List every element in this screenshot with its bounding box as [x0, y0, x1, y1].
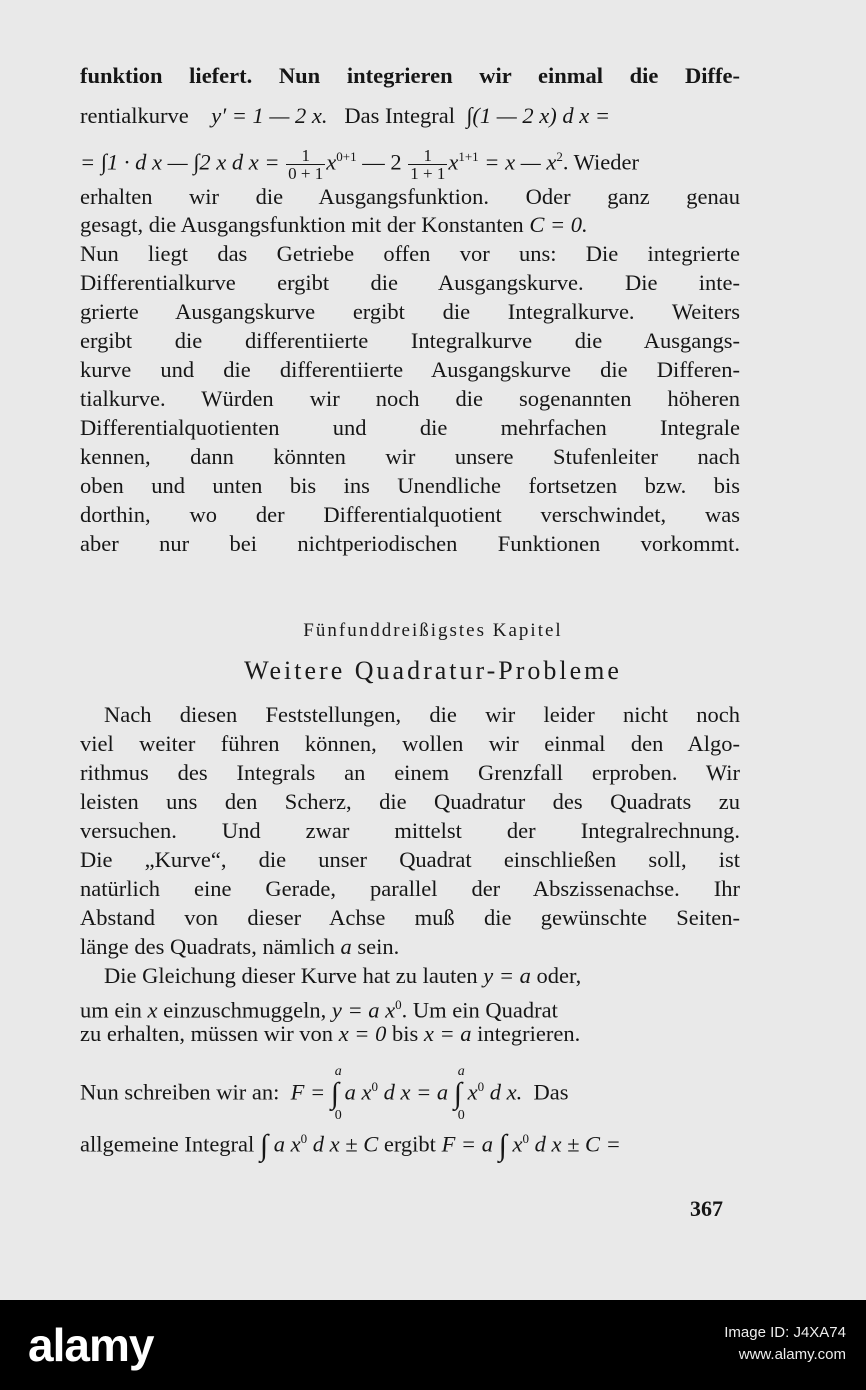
text-fragment: länge des Quadrats, nämlich: [80, 934, 335, 959]
text-line: viel weiter führen können, wollen wir einmal den Algo-: [80, 731, 740, 756]
math-expression: x: [326, 149, 337, 175]
exponent: 0: [300, 1131, 308, 1146]
fraction-numerator: 1: [408, 147, 447, 165]
exponent: 0+1: [336, 149, 357, 164]
text-line: tialkurve. Würden wir noch die sogenannten höheren: [80, 386, 740, 411]
math-expression: x: [448, 149, 459, 175]
text-fragment: . Um ein Quadrat: [401, 997, 558, 1023]
integral-upper-limit: a: [334, 1064, 342, 1080]
integral-lower-limit: 0: [334, 1108, 342, 1124]
math-expression: — 2: [362, 149, 402, 175]
integral-lower-limit: 0: [457, 1108, 465, 1124]
exponent: 1+1: [458, 149, 479, 164]
equation-line-3: [80, 962, 740, 990]
text-line: erhalten wir die Ausgangsfunktion. Oder ganz genau: [80, 184, 740, 209]
page-number: 367: [690, 1196, 723, 1221]
text-line: oben und unten bis ins Unendliche fortsetzen bzw. bis: [80, 473, 740, 498]
site-url: www.alamy.com: [738, 1346, 846, 1363]
alamy-logo: alamy: [28, 1319, 154, 1371]
math-expression: a x: [344, 1079, 372, 1105]
text-fragment: oder,: [536, 963, 582, 988]
text-line: dorthin, wo der Differentialquotient verschwindet, was: [80, 502, 740, 527]
text-fragment: Das: [533, 1079, 569, 1105]
math-expression: x: [467, 1079, 478, 1105]
text-fragment: bis: [391, 1021, 419, 1046]
text-fragment: zu erhalten, müssen wir von: [80, 1021, 334, 1046]
math-expression: F = a: [441, 1131, 493, 1157]
fraction-denominator: 1 + 1: [410, 163, 446, 183]
math-expression: y = a: [483, 963, 531, 988]
equation-line-2: [80, 138, 740, 182]
text-line-with-variable: [80, 933, 740, 961]
math-expression: y = a x: [331, 997, 396, 1023]
text-line: funktion liefert. Nun integrieren wir einmal die Diffe-: [80, 63, 740, 88]
text-line: Nun liegt das Getriebe offen vor uns: Die integrierte: [80, 241, 740, 266]
integral-sign: ∫: [259, 1129, 269, 1163]
text-line-with-constant: [80, 211, 740, 239]
definite-integral-sign: ∫ a 0: [331, 1079, 339, 1109]
fraction-numerator: 1: [286, 147, 325, 165]
math-expression: x = a: [423, 1021, 472, 1046]
math-expression: C = 0.: [529, 212, 588, 237]
math-expression: d x ± C: [312, 1131, 379, 1157]
math-expression: = ∫1 · d x — ∫2 x d x =: [80, 149, 280, 175]
exponent: 0: [477, 1079, 485, 1094]
integral-sign: ∫: [498, 1129, 507, 1163]
fraction: [286, 147, 325, 182]
text-line: natürlich eine Gerade, parallel der Abszissenachse. Ihr: [80, 876, 740, 901]
text-fragment: integrieren.: [477, 1021, 581, 1046]
text-fragment: rentialkurve: [80, 103, 189, 128]
math-expression: d x.: [489, 1079, 523, 1105]
exponent: 2: [556, 149, 563, 164]
text-fragment: . Wieder: [562, 149, 639, 175]
text-line: Abstand von dieser Achse muß die gewünschte Seiten-: [80, 905, 740, 930]
text-line: versuchen. Und zwar mittelst der Integralrechnung.: [80, 818, 740, 843]
text-line: kennen, dann könnten wir unsere Stufenleiter nach: [80, 444, 740, 469]
exponent: 0: [522, 1131, 529, 1146]
text-fragment: sein.: [357, 934, 400, 959]
text-line: kurve und die differentiierte Ausgangskurve die Differen-: [80, 357, 740, 382]
math-expression: y′ = 1 — 2 x.: [211, 103, 328, 128]
text-fragment: Das Integral: [344, 103, 455, 128]
math-expression: x = 0: [338, 1021, 387, 1046]
text-fragment: einzuschmuggeln,: [163, 997, 327, 1023]
integral-upper-limit: a: [457, 1064, 465, 1080]
text-fragment: allgemeine Integral: [80, 1131, 255, 1157]
text-fragment: um ein: [80, 997, 142, 1023]
equation-line-5: [80, 1020, 740, 1048]
fraction: [408, 147, 447, 182]
text-line: Nach diesen Feststellungen, die wir leider nicht noch: [104, 702, 740, 727]
chapter-label: Fünfunddreißigstes Kapitel: [303, 620, 563, 641]
text-fragment: Nun schreiben wir an:: [80, 1079, 280, 1105]
math-expression: F =: [290, 1079, 326, 1105]
text-line: Die „Kurve“, die unser Quadrat einschließen soll, ist: [80, 847, 740, 872]
exponent: 0: [371, 1079, 378, 1094]
equation-line-6: [80, 1064, 740, 1124]
math-expression: d x ± C =: [534, 1131, 621, 1157]
math-variable: x: [147, 997, 158, 1023]
image-id-block: [724, 1322, 846, 1366]
chapter-title: Weitere Quadratur-Probleme: [244, 656, 622, 685]
fraction-denominator: 0 + 1: [288, 163, 324, 183]
text-fragment: Die Gleichung dieser Kurve hat zu lauten: [104, 963, 478, 988]
text-line: grierte Ausgangskurve ergibt die Integralkurve. Weiters: [80, 299, 740, 324]
image-id: Image ID: J4XA74: [724, 1324, 846, 1341]
text-line: rithmus des Integrals an einem Grenzfall erproben. Wir: [80, 760, 740, 785]
text-line: Differentialkurve ergibt die Ausgangskurve. Die inte-: [80, 270, 740, 295]
text-line: ergibt die differentiierte Integralkurve die Ausgangs-: [80, 328, 740, 353]
definite-integral-sign: ∫ a 0: [454, 1079, 462, 1109]
text-fragment: gesagt, die Ausgangsfunktion mit der Konstanten: [80, 212, 524, 237]
math-expression: ∫(1 — 2 x) d x =: [466, 103, 611, 128]
text-line: aber nur bei nichtperiodischen Funktionen vorkommt.: [80, 531, 740, 556]
math-variable: a: [340, 934, 352, 959]
math-expression: x: [512, 1131, 523, 1157]
text-line: Differentialquotienten und die mehrfachen Integrale: [80, 415, 740, 440]
text-fragment: ergibt: [383, 1131, 436, 1157]
exponent: 0: [395, 997, 402, 1012]
math-expression: = x — x: [484, 149, 557, 175]
equation-line-1: [80, 102, 740, 130]
math-expression: d x = a: [383, 1079, 449, 1105]
watermark-footer: [0, 1300, 866, 1390]
equation-line-7: [80, 1124, 740, 1161]
math-expression: a x: [273, 1131, 301, 1157]
text-line: leisten uns den Scherz, die Quadratur des Quadrats zu: [80, 789, 740, 814]
